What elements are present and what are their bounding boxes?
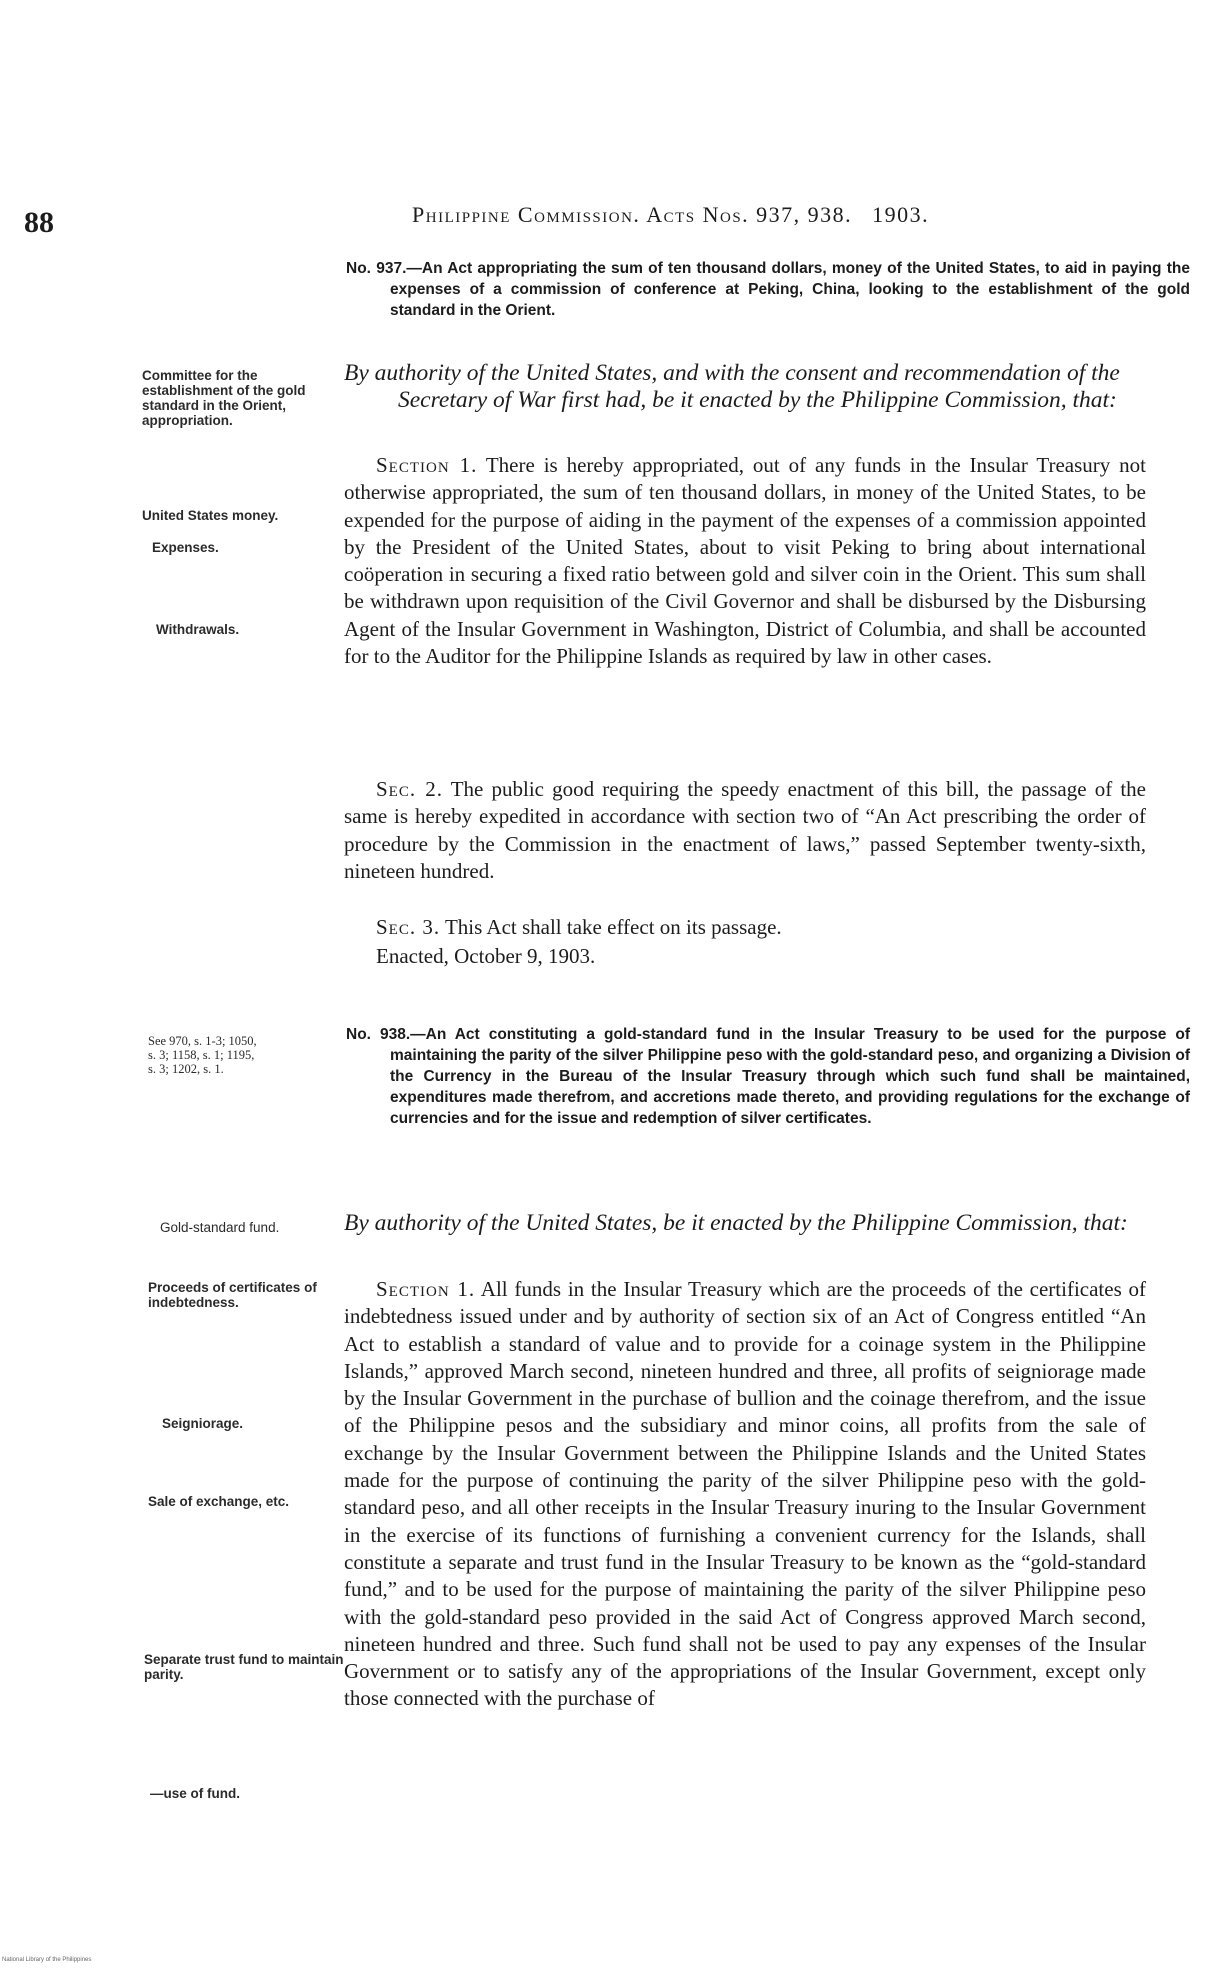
act-938-section-1 [344, 1276, 1146, 1713]
margin-note-us-money: United States money. [142, 508, 279, 523]
act-937-enacted: Enacted, October 9, 1903. [376, 944, 596, 968]
act-937-section-2 [344, 776, 1146, 885]
section-text: The public good requiring the speedy enactment of this bill, the passage of the same is hereby expedited in accordance with section two of “An Act prescribing the order of procedure by the Commission in the enactment of laws,” passed September twenty-sixth, nineteen hundred. [344, 777, 1146, 883]
section-label: Section 1. [376, 453, 478, 477]
section-text: All funds in the Insular Treasury which are the proceeds of the certificates of indebtedness issued under and by authority of section six of an Act of Congress entitled “An Act to establish a standard of value and to provide for a coinage system in the Philippine Islands,” approved March second, nineteen hundred and three, all profits of seigniorage made by the Insular Government in the purchase of bullion and the coinage therefrom, and the issue of the Philippine pesos and the subsidiary and minor coins, all profits from the sale of exchange by the Insular Government between the Philippine Islands and the United States made for the purpose of continuing the parity of the silver Philippine peso with the gold-standard peso, and all other receipts in the Insular Treasury inuring to the Insular Government in the exercise of its functions of furnishing a convenient currency for the Islands, shall constitute a separate and trust fund in the Insular Treasury to be known as the “gold-standard fund,” and to be used for the purpose of maintaining the parity of the silver Philippine peso with the gold-standard peso provided in the said Act of Congress approved March second, nineteen hundred and three. Such fund shall not be used to pay any expenses of the Insular Government or to satisfy any of the appropriations of the Insular Government, except only those connected with the purchase of [344, 1277, 1147, 1711]
margin-note-committee: Committee for the establishment of the gold standard in the Orient, appropriation. [142, 368, 306, 428]
margin-note-use-of-fund: —use of fund. [150, 1786, 240, 1801]
margin-note-seigniorage: Seigniorage. [162, 1416, 244, 1431]
margin-note-sale-of-exchange: Sale of exchange, etc. [148, 1494, 290, 1509]
section-label: Sec. 2. [376, 777, 443, 801]
footer-credit: National Library of the Philippines [2, 1957, 92, 1963]
act-937-authority: By authority of the United States, and with the consent and recommendation of the Secretary of War first had, be it enacted by the Philippine Commission, that: [344, 360, 1120, 413]
section-label: Sec. 3. [376, 915, 441, 939]
act-938-authority: By authority of the United States, be it enacted by the Philippine Commission, that: [344, 1210, 1128, 1236]
act-937-section-3 [344, 914, 1146, 941]
section-label: Section 1. [376, 1277, 476, 1301]
page-number: 88 [24, 206, 54, 239]
running-head [412, 202, 929, 228]
margin-note-proceeds: Proceeds of certificates of indebtedness. [148, 1280, 317, 1310]
act-937-heading: No. 937.—An Act appropriating the sum of ten thousand dollars, money of the United States, to aid in paying the expenses of a commission of conference at Peking, China, looking to the establishment of the gold standard in the Orient. [346, 260, 1190, 319]
margin-note-withdrawals: Withdrawals. [156, 622, 240, 637]
margin-note-expenses: Expenses. [152, 540, 219, 555]
margin-note-trust-fund: Separate trust fund to maintain parity. [144, 1652, 344, 1682]
running-year: 1903. [872, 202, 930, 227]
act-937-section-1 [344, 452, 1146, 670]
act-938-heading: No. 938.—An Act constituting a gold-standard fund in the Insular Treasury to be used for the purpose of maintaining the parity of the silver Philippine peso with the gold-standard peso, and organizing a Division of the Currency in the Bureau of the Insular Treasury through which such fund shall be maintained, expenditures made therefrom, and accretions made thereto, and providing regulations for the exchange of currencies and for the issue and redemption of silver certificates. [346, 1026, 1190, 1127]
margin-note-gold-standard-fund: Gold-standard fund. [160, 1220, 280, 1235]
margin-note-references: See 970, s. 1-3; 1050, s. 3; 1158, s. 1; 1195, s. 3; 1202, s. 1. [148, 1034, 257, 1076]
section-text: This Act shall take effect on its passage. [444, 915, 782, 939]
section-text: There is hereby appropriated, out of any funds in the Insular Treasury not otherwise appropriated, the sum of ten thousand dollars, in money of the United States, to be expended for the purpose of aiding in the payment of the expenses of a commission appointed by the President of the United States, about to visit Peking to bring about international coöperation in securing a fixed ratio between gold and silver coin in the Orient. This sum shall be withdrawn upon requisition of the Civil Governor and shall be disbursed by the Disbursing Agent of the Insular Government in Washington, District of Columbia, and shall be accounted for to the Auditor for the Philippine Islands as required by law in other cases. [344, 453, 1147, 669]
running-title: Philippine Commission. Acts Nos. 937, 938. [412, 202, 853, 227]
